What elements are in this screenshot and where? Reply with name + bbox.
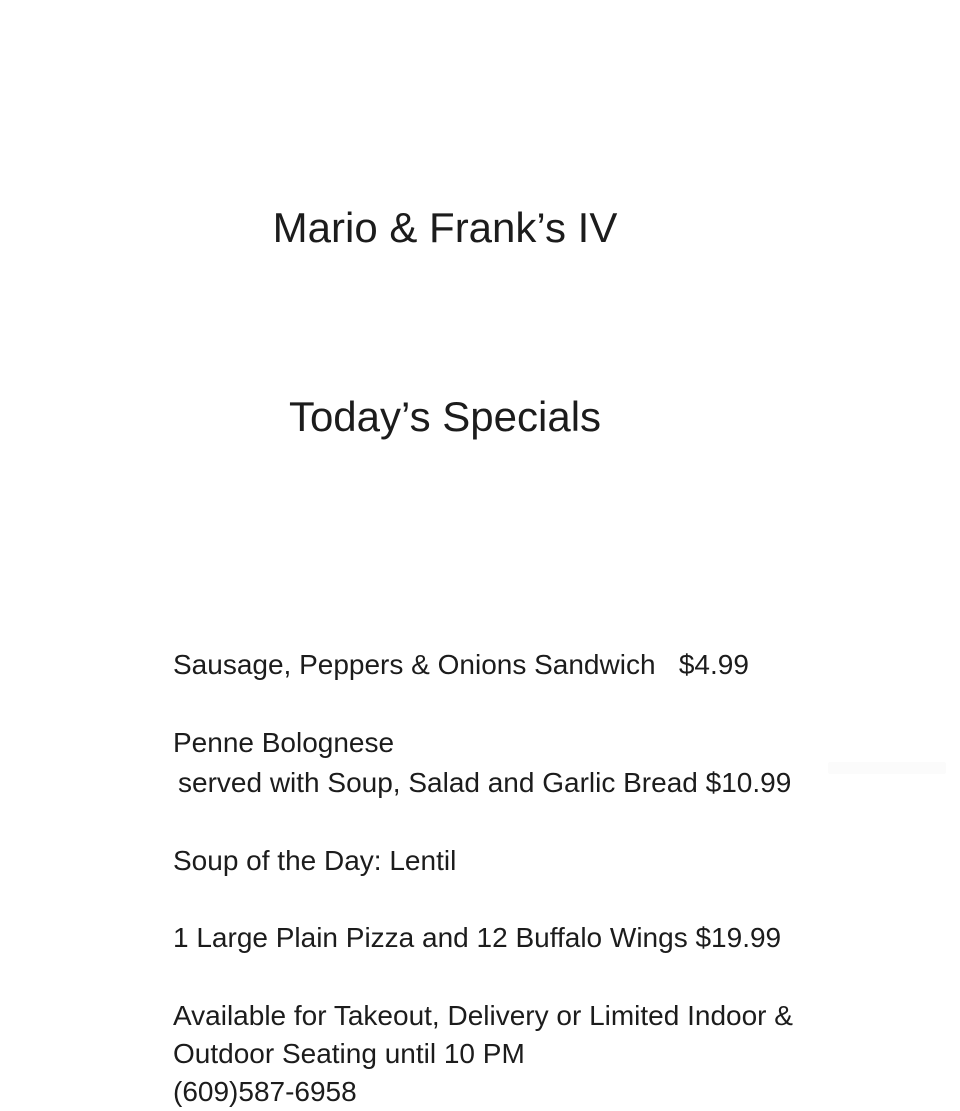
menu-item-penne-bolognese [0,723,960,803]
menu-subtitle: Today’s Specials [288,393,602,440]
page-title [0,0,890,574]
restaurant-name: Mario & Frank’s IV [272,204,618,251]
menu-item-line: 1 Large Plain Pizza and 12 Buffalo Wings $19.99 [173,922,782,953]
availability-note [0,997,960,1111]
menu-item-line: served with Soup, Salad and Garlic Bread $10.99 [178,767,792,798]
menu-item-sausage-peppers-onions [0,645,960,685]
phone-number: (609)587-6958 [173,1076,357,1107]
menu-item-line: Soup of the Day: Lentil [173,845,457,876]
corner-smudge [828,762,946,774]
availability-line: Outdoor Seating until 10 PM [173,1038,525,1069]
menu-item-soup-of-the-day [0,841,960,881]
availability-line: Available for Takeout, Delivery or Limited Indoor & [173,1000,793,1031]
menu-item-line: Penne Bolognese [173,727,395,758]
menu-item-line: Sausage, Peppers & Onions Sandwich $4.99 [173,649,749,680]
menu-item-pizza-wings [0,918,960,958]
